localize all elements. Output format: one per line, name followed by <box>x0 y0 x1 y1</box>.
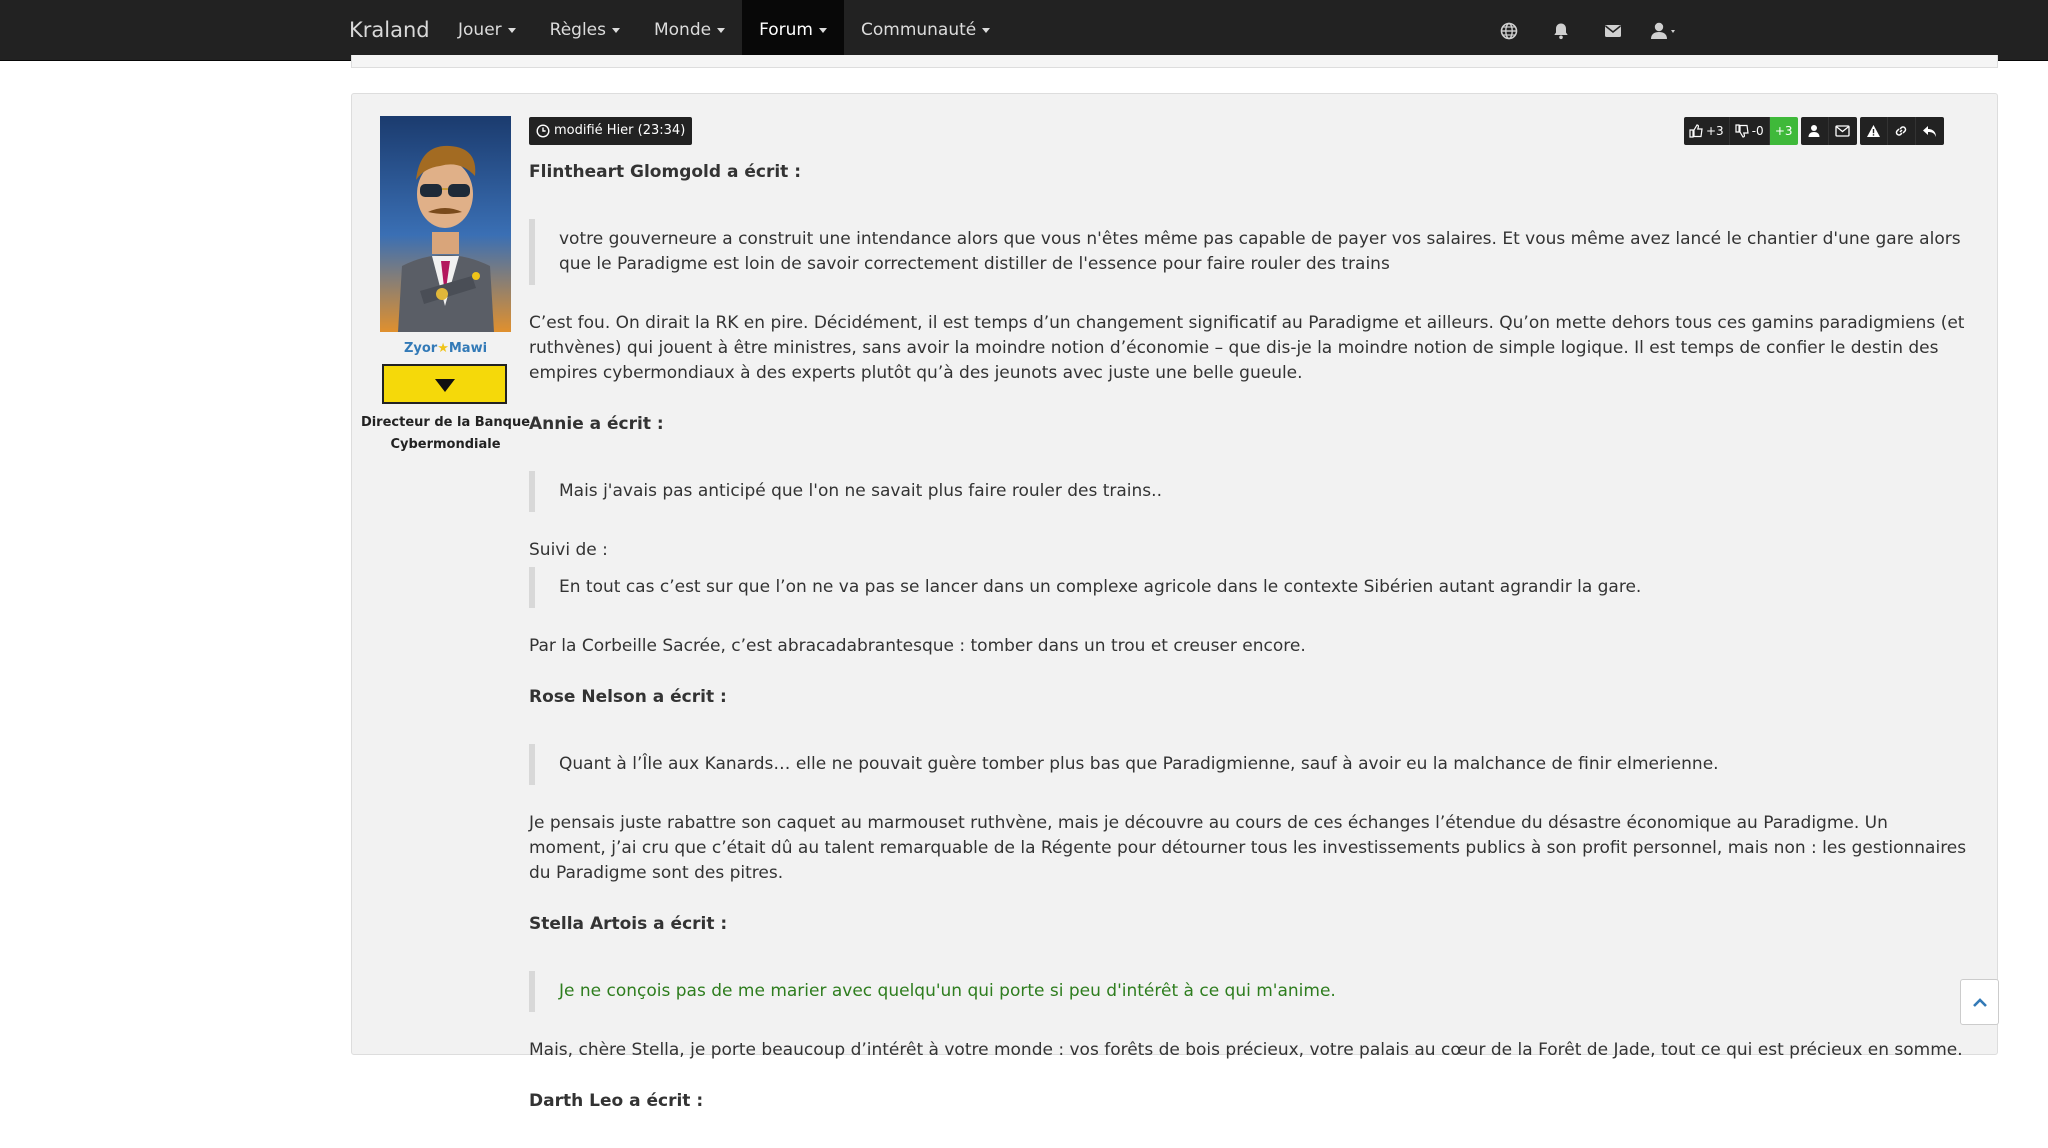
quote-glomgold <box>529 219 1969 285</box>
reply-paragraph-2: Par la Corbeille Sacrée, c’est abracadabrantesque : tomber dans un trou et creuser encore. <box>529 636 1306 656</box>
reply-paragraph-4: Mais, chère Stella, je porte beaucoup d’intérêt à votre monde : vos forêts de bois précieux, votre palais au cœur de la Forêt de Jade, tout ce qui est précieux en somme. <box>529 1040 1963 1060</box>
quote-author-darth-leo: Darth Leo a écrit : <box>529 1091 704 1111</box>
quote-author-annie: Annie a écrit : <box>529 414 664 434</box>
reply-button[interactable] <box>1916 117 1944 145</box>
report-button[interactable] <box>1860 117 1888 145</box>
quote-annie-followup-text: En tout cas c’est sur que l’on ne va pas se lancer dans un complexe agricole dans le contexte Sibérien autant agrandir la gare. <box>559 577 1642 597</box>
message-button[interactable] <box>1829 117 1857 145</box>
quote-annie-followup <box>529 567 1969 608</box>
menu-communaute[interactable] <box>844 0 1007 61</box>
score-value: +3 <box>1774 124 1793 138</box>
user-icon <box>1807 124 1821 138</box>
followed-by-label: Suivi de : <box>529 540 608 560</box>
envelope-outline-icon <box>1835 125 1850 137</box>
reply-paragraph-1: C’est fou. On dirait la RK en pire. Décidément, il est temps d’un changement significatif au Paradigme et ailleurs. Qu’on mette dehors tous ces gamins paradigmiens (et ruthvènes) qui jouent à être ministres, sans avoir la moindre notion d’économie – que dis-je la moindre notion de simple logique. Il est temps de confier le destin des empires cybermondiaux à des experts plutôt qu’à des jeunots avec juste une belle gueule. <box>529 313 1965 383</box>
post-timestamp <box>529 117 692 145</box>
warning-icon <box>1866 124 1881 138</box>
bell-icon[interactable] <box>1535 0 1587 61</box>
like-count: +3 <box>1706 124 1724 138</box>
star-icon: ★ <box>437 341 449 356</box>
menu-jouer[interactable] <box>441 0 533 61</box>
quote-author-glomgold: Flintheart Glomgold a écrit : <box>529 162 802 182</box>
score-badge <box>1770 117 1798 145</box>
quote-author-stella-artois: Stella Artois a écrit : <box>529 914 728 934</box>
menu-monde[interactable] <box>637 0 742 61</box>
menu-forum[interactable] <box>742 0 844 61</box>
rank-badge <box>382 364 507 404</box>
quote-stella-artois <box>529 971 1969 1012</box>
quote-annie-text: Mais j'avais pas anticipé que l'on ne savait plus faire rouler des trains.. <box>559 481 1162 501</box>
quote-author-rose-nelson: Rose Nelson a écrit : <box>529 687 727 707</box>
rank-chevron-icon <box>435 379 455 392</box>
clock-icon <box>536 124 550 138</box>
envelope-icon[interactable] <box>1587 0 1639 61</box>
thumbs-up-icon <box>1689 124 1703 138</box>
vote-group <box>1684 117 1798 145</box>
quote-rose-nelson <box>529 744 1969 785</box>
permalink-button[interactable] <box>1888 117 1916 145</box>
author-name[interactable] <box>360 341 531 356</box>
post-toolbar <box>1684 117 1944 145</box>
author-name-right: Mawi <box>448 341 488 356</box>
user-menu-icon[interactable] <box>1639 0 1691 61</box>
action-group <box>1860 117 1944 145</box>
quote-glomgold-text: votre gouverneure a construit une intendance alors que vous n'êtes même pas capable de payer vos salaires. Et vous même avez lancé le chantier d'une gare alors que le Paradigme est loin de savoir correctement distiller de l'essence pour faire rouler des trains <box>559 229 1961 274</box>
caret-down-icon <box>717 28 725 33</box>
navbar-actions <box>1483 0 1691 61</box>
globe-icon[interactable] <box>1483 0 1535 61</box>
quote-annie <box>529 471 1969 512</box>
caret-down-icon <box>612 28 620 33</box>
thumbs-down-icon <box>1735 124 1749 138</box>
dislike-count: -0 <box>1751 124 1764 138</box>
post-content <box>529 160 1969 1148</box>
menu-jouer-label: Jouer <box>458 20 502 40</box>
caret-down-icon <box>819 28 827 33</box>
quote-stella-artois-text: Je ne conçois pas de me marier avec quelqu'un qui porte si peu d'intérêt à ce qui m'anime. <box>559 981 1336 1001</box>
link-icon <box>1894 124 1908 138</box>
top-navbar <box>0 0 2048 61</box>
reply-paragraph-3: Je pensais juste rabattre son caquet au marmouset ruthvène, mais je découvre au cours de ces échanges l’étendue du désastre économique au Paradigme. Un moment, j’ai cru que c’était dû au talent remarquable de la Régente pour détourner tous les investissements publics à son profit personnel, mais non : les gestionnaires du Paradigme sont des pitres. <box>529 813 1967 883</box>
menu-regles-label: Règles <box>549 20 606 40</box>
menu-forum-label: Forum <box>759 20 813 40</box>
menu-regles[interactable] <box>533 0 637 61</box>
menu-monde-label: Monde <box>653 20 712 40</box>
menu-communaute-label: Communauté <box>860 20 977 40</box>
like-button[interactable] <box>1684 117 1730 145</box>
author-name-left: Zyor <box>403 341 438 356</box>
previous-post-edge <box>351 55 1998 68</box>
dislike-button[interactable] <box>1730 117 1770 145</box>
quote-rose-nelson-text: Quant à l’Île aux Kanards… elle ne pouvait guère tomber plus bas que Paradigmienne, sauf à avoir eu la malchance de finir elmerienne. <box>559 754 1719 774</box>
contact-group <box>1801 117 1857 145</box>
author-title: Directeur de la Banque Cybermondiale <box>360 415 531 452</box>
main-menu <box>441 0 1007 61</box>
timestamp-text: modifié Hier (23:34) <box>554 123 686 138</box>
brand-logo[interactable]: Kraland <box>349 18 430 42</box>
scroll-to-top-button[interactable] <box>1960 979 1999 1025</box>
chevron-up-icon <box>1972 996 1988 1008</box>
caret-down-icon <box>508 28 516 33</box>
reply-icon <box>1922 125 1937 138</box>
profile-button[interactable] <box>1801 117 1829 145</box>
caret-down-icon <box>982 28 990 33</box>
author-avatar[interactable] <box>380 116 511 332</box>
